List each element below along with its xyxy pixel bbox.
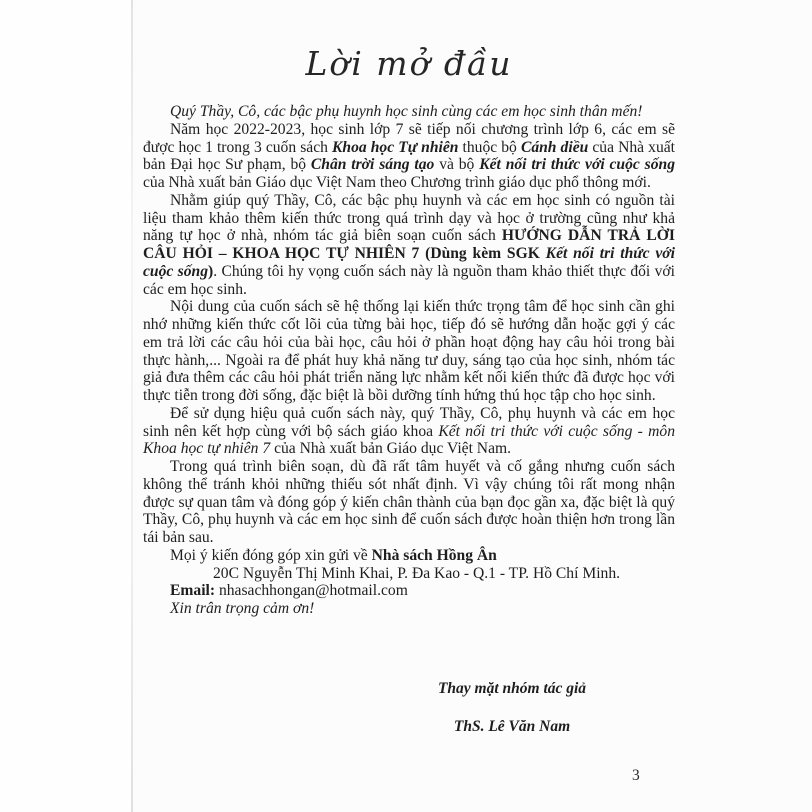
page-edge-line: [131, 0, 133, 812]
signature-block: [342, 680, 682, 736]
page-edge-margin: [0, 0, 131, 812]
text-segment: HƯỚNG DẪN TRẢ LỜI CÂU HỎI – KHOA HỌC TỰ NHIÊN 7 (Dùng kèm SGK: [143, 227, 676, 262]
text-segment: của Nhà xuất bản Giáo dục Việt Nam theo Chương trình giáo dục phổ thông mới.: [143, 174, 651, 191]
page-title: Lời mở đầu: [305, 44, 513, 83]
text-segment: Kết nối tri thức với cuộc sống: [479, 156, 676, 174]
text-segment: Khoa học Tự nhiên: [332, 138, 459, 156]
page-number: 3: [632, 767, 640, 784]
text-segment: và bộ: [434, 156, 480, 174]
feedback-line: [143, 547, 675, 565]
signature-author: ThS. Lê Văn Nam: [453, 718, 571, 735]
text-segment: nhasachhongan@hotmail.com: [218, 582, 408, 600]
apology-paragraph: [143, 458, 675, 547]
text-segment: Kết nối tri thức với cuộc sống: [143, 245, 675, 280]
text-segment: Năm học 2022-2023, học sinh lớp 7 sẽ tiếp nối chương trình lớp 6, các em sẽ được học 1 trong 3 cuốn sách: [143, 120, 675, 156]
body-paragraphs: [143, 103, 675, 618]
text-segment: của Nhà xuất bản Giáo dục Việt Nam.: [270, 440, 512, 458]
text-segment: Kết nối tri thức với cuộc sống - môn Khoa học tự nhiên 7: [143, 422, 675, 458]
text-segment: 20C Nguyễn Thị Minh Khai, P. Đa Kao - Q.1 - TP. Hồ Chí Minh.: [213, 564, 621, 582]
text-segment: Trong quá trình biên soạn, dù đã rất tâm huyết và cố gắng nhưng cuốn sách không thể tránh khỏi những thiếu sót nhất định. Vì vậy chúng tôi rất mong nhận được sự quan tâm và đóng góp ý kiến chân thành của bạn đọc gần xa, đặc biệt là quý Thầy, Cô, phụ huynh và các em học sinh để cuốn sách được hoàn thiện hơn trong lần tái bản sau.: [143, 458, 675, 546]
text-segment: ): [208, 262, 214, 280]
text-segment: của Nhà xuất bản Đại học Sư phạm, bộ: [143, 138, 675, 174]
content-description-paragraph: [143, 298, 675, 405]
text-segment: Email:: [170, 582, 219, 600]
text-segment: Chân trời sáng tạo: [310, 156, 435, 174]
signature-role: Thay mặt nhóm tác giả: [437, 680, 587, 697]
email-line: [143, 582, 675, 600]
text-segment: Cánh diều: [520, 138, 589, 156]
text-segment: Quý Thầy, Cô, các bậc phụ huynh học sinh cùng các em học sinh thân mến!: [170, 103, 643, 120]
text-segment: thuộc bộ: [458, 138, 521, 156]
greeting-line: [143, 103, 675, 121]
text-segment: Nội dung của cuốn sách sẽ hệ thống lại kiến thức trọng tâm để học sinh cần ghi nhớ những kiến thức cốt lõi của từng bài học, tiếp đó sẽ hướng dẫn hoặc gợi ý các em trả lời các câu hỏi của bài học, câu hỏi ở phần hoạt động hay câu hỏi trong bài thực hành,... Ngoài ra để phát huy khả năng tư duy, sáng tạo của học sinh, nhóm tác giả đưa thêm các câu hỏi phát triển năng lực nhằm kết nối kiến thức đã được học với thực tiễn trong đời sống, đặc biệt là bồi dưỡng tính hứng thú học tập cho học sinh.: [143, 298, 675, 404]
intro-paragraph: [143, 121, 675, 192]
address-line: [143, 565, 675, 583]
thanks-line: [143, 600, 675, 618]
usage-paragraph: [143, 405, 675, 458]
text-segment: Mọi ý kiến đóng góp xin gửi về: [170, 546, 372, 564]
text-segment: Xin trân trọng cảm ơn!: [170, 600, 315, 617]
text-segment: Nhà sách Hồng Ân: [371, 546, 497, 564]
text-segment: Để sử dụng hiệu quả cuốn sách này, quý Thầy, Cô, phụ huynh và các em học sinh nên kết hợp cùng với bộ sách giáo khoa: [143, 404, 675, 440]
text-segment: . Chúng tôi hy vọng cuốn sách này là nguồn tham khảo thiết thực đối với các em học sinh.: [143, 262, 675, 298]
purpose-paragraph: [143, 192, 675, 299]
text-segment: Nhằm giúp quý Thầy, Cô, các bậc phụ huynh và các em học sinh có nguồn tài liệu tham khảo thêm kiến thức trong quá trình dạy và học ở trường cũng như khả năng tự học ở nhà, nhóm tác giả biên soạn cuốn sách: [143, 191, 675, 245]
